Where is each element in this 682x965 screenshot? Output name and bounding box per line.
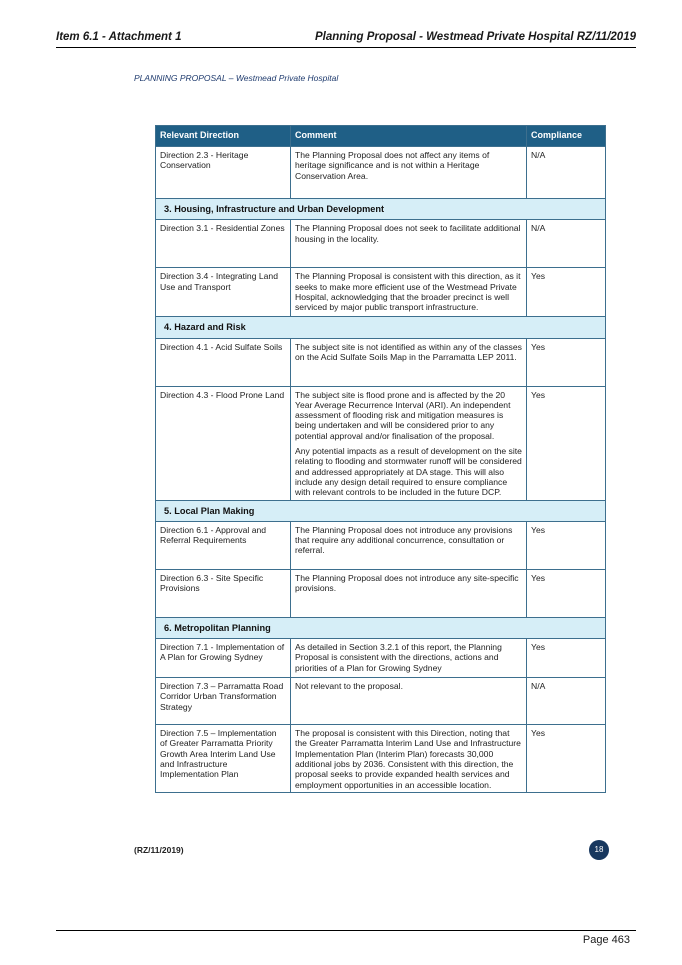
comment-cell: Not relevant to the proposal. — [291, 678, 527, 725]
compliance-cell: N/A — [527, 147, 606, 199]
section-heading: 3. Housing, Infrastructure and Urban Development — [156, 199, 606, 220]
table-row — [156, 220, 606, 268]
document-page-badge: 18 — [589, 840, 609, 860]
direction-cell: Direction 2.3 - Heritage Conservation — [156, 147, 291, 199]
compliance-cell: N/A — [527, 678, 606, 725]
column-header-comment: Comment — [291, 126, 527, 147]
section-row — [156, 500, 606, 521]
table-row — [156, 386, 606, 500]
section-heading: 4. Hazard and Risk — [156, 317, 606, 338]
direction-cell: Direction 3.1 - Residential Zones — [156, 220, 291, 268]
column-header-compliance: Compliance — [527, 126, 606, 147]
reference-code: (RZ/11/2019) — [134, 845, 184, 855]
direction-cell: Direction 4.1 - Acid Sulfate Soils — [156, 338, 291, 386]
header-document-title: Planning Proposal - Westmead Private Hospital RZ/11/2019 — [314, 31, 636, 43]
compliance-cell: Yes — [527, 569, 606, 617]
compliance-cell: Yes — [527, 639, 606, 678]
section-row — [156, 199, 606, 220]
compliance-cell: Yes — [527, 386, 606, 500]
footer-divider — [56, 930, 636, 931]
column-header-direction: Relevant Direction — [156, 126, 291, 147]
table-row — [156, 147, 606, 199]
direction-cell: Direction 6.1 - Approval and Referral Requirements — [156, 521, 291, 569]
section-row — [156, 317, 606, 338]
comment-cell: The Planning Proposal does not seek to facilitate additional housing in the locality. — [291, 220, 527, 268]
compliance-cell: N/A — [527, 220, 606, 268]
table-row — [156, 338, 606, 386]
directions-table — [155, 125, 606, 793]
compliance-cell: Yes — [527, 268, 606, 317]
table-row — [156, 268, 606, 317]
page-number: Page 463 — [582, 934, 630, 946]
comment-cell: As detailed in Section 3.2.1 of this report, the Planning Proposal is consistent with the directions, actions and priorities of a Plan for Growing Sydney — [291, 639, 527, 678]
section-heading: 6. Metropolitan Planning — [156, 617, 606, 638]
table-header-row — [156, 126, 606, 147]
comment-cell — [291, 386, 527, 500]
direction-cell: Direction 4.3 - Flood Prone Land — [156, 386, 291, 500]
table-row — [156, 678, 606, 725]
comment-cell: The proposal is consistent with this Direction, noting that the Greater Parramatta Interim Land Use and Infrastructure Implementation Plan (Interim Plan) forecasts 30,000 additional jobs by 2036. Consistent with this direction, the proposal seeks to provide expanded health services and employment opportunities in an accessible location. — [291, 725, 527, 793]
comment-paragraph: The subject site is flood prone and is affected by the 20 Year Average Recurrence Interval (ARI). An independent assessment of flooding risk and mitigation measures is being undertaken and will be considered prior to any potential approval and/or finalisation of the proposal. — [295, 389, 511, 441]
comment-cell: The Planning Proposal does not affect any items of heritage significance and is not within a Heritage Conservation Area. — [291, 147, 527, 199]
table-row — [156, 569, 606, 617]
comment-cell: The Planning Proposal is consistent with this direction, as it seeks to make more efficient use of the Westmead Private Hospital, acknowledging that the broader precinct is well serviced by major public transport infrastructure. — [291, 268, 527, 317]
direction-cell: Direction 3.4 - Integrating Land Use and Transport — [156, 268, 291, 317]
document-title: PLANNING PROPOSAL – Westmead Private Hospital — [134, 73, 339, 83]
page-header — [56, 31, 636, 48]
comment-paragraph: Any potential impacts as a result of development on the site relating to flooding and stormwater runoff will be considered and addressed appropriately at DA stage. This will also include any design detail required to ensure compliance with relevant controls to be included in the future DCP. — [295, 446, 522, 498]
direction-cell: Direction 7.3 – Parramatta Road Corridor Urban Transformation Strategy — [156, 678, 291, 725]
compliance-cell: Yes — [527, 521, 606, 569]
table-row — [156, 521, 606, 569]
section-row — [156, 617, 606, 638]
comment-cell: The Planning Proposal does not introduce any provisions that require any additional concurrence, consultation or referral. — [291, 521, 527, 569]
comment-cell: The subject site is not identified as within any of the classes on the Acid Sulfate Soils Map in the Parramatta LEP 2011. — [291, 338, 527, 386]
table-row — [156, 725, 606, 793]
direction-cell: Direction 7.1 - Implementation of A Plan for Growing Sydney — [156, 639, 291, 678]
section-heading: 5. Local Plan Making — [156, 500, 606, 521]
compliance-cell: Yes — [527, 338, 606, 386]
direction-cell: Direction 6.3 - Site Specific Provisions — [156, 569, 291, 617]
comment-cell: The Planning Proposal does not introduce any site-specific provisions. — [291, 569, 527, 617]
compliance-cell: Yes — [527, 725, 606, 793]
direction-cell: Direction 7.5 – Implementation of Greater Parramatta Priority Growth Area Interim Land Use and Infrastructure Implementation Plan — [156, 725, 291, 793]
table-row — [156, 639, 606, 678]
header-attachment-label: Item 6.1 - Attachment 1 — [56, 31, 182, 43]
